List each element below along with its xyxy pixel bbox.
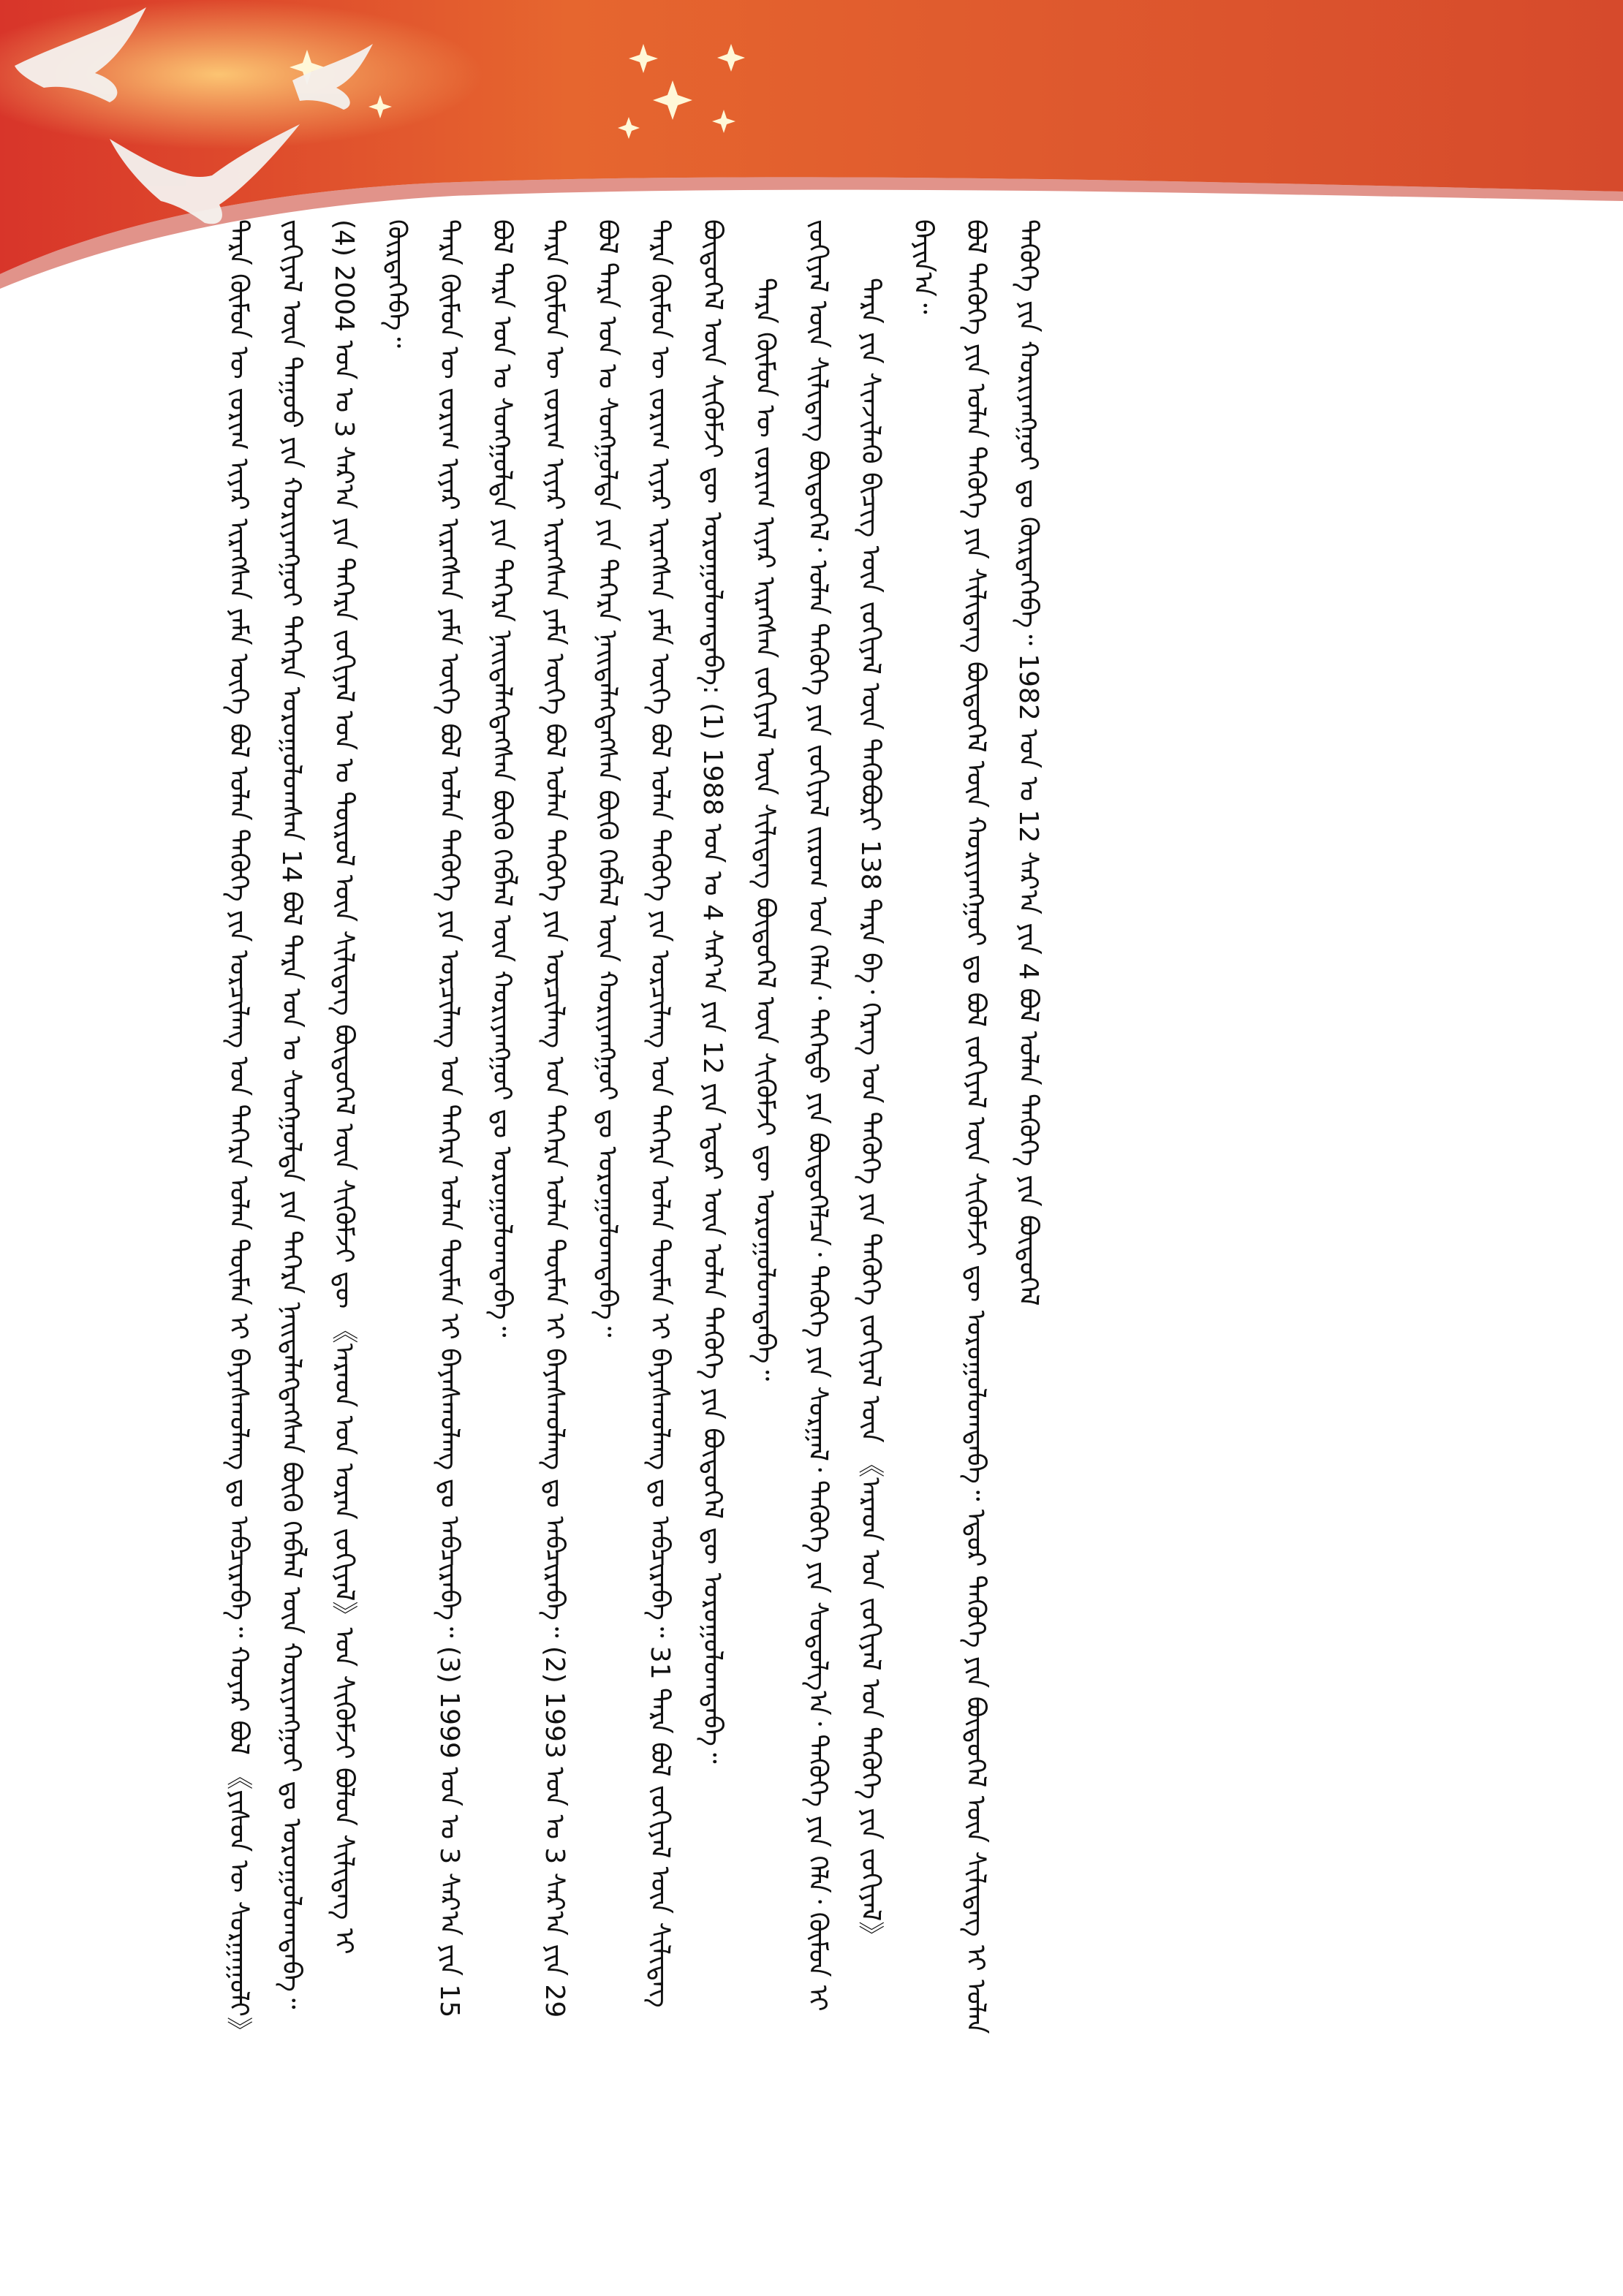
paragraph: ᠲᠡᠷᠡ ᠬᠦᠮᠦᠨ ᠦ ᠵᠤᠷᠢᠭ ᠢᠶᠠᠷ ᠢᠷᠡᠭᠰᠡᠨ ᠶᠠᠮᠠ ᠦᠭᠡ ᠪᠤᠯ ᠣᠯᠠᠨ ᠲᠡᠭᠦᠬᠡ ᠶᠢᠨ ᠣᠷᠴᠢᠯᠠᠩ ᠤᠨ ᠳᠡᠭᠡᠷᠡ ᠣᠯᠠᠨ ᠲᠦᠮᠡᠨ ᠢ ᠪᠠᠶᠠᠰᠬᠤᠯᠠᠩ ᠳᠤ ᠠᠪᠴᠢᠷᠠᠪᠠ᠃ (2) 1993 ᠣᠨ ᠤ 3 ᠰᠠᠷ᠎ᠠ ᠶᠢᠨ 29 ᠪᠣᠯ ᠲᠡᠷᠡ ᠣᠨ ᠤ ᠰᠣᠩᠭᠣᠯᠲᠠ ᠶᠢᠨ ᠳᠡᠭᠡᠷᠡ ᠨᠡᠢᠲᠡᠯᠡᠭᠳᠡᠭᠰᠡᠨ ᠪᠦᠬᠦ ᠬᠡᠪᠯᠡᠯ ᠦᠨ ᠬᠤᠷᠢᠶᠠᠩᠭᠤᠢ ᠳᠤ ᠣᠷᠣᠭᠤᠯᠤᠭᠳᠠᠪᠠ᠃ — [540, 219, 622, 2018]
paragraph: ᠪᠣᠯ ᠲᠡᠭᠦᠬᠡ ᠶᠢᠨ ᠣᠯᠠᠨ ᠲᠡᠭᠦᠬᠡ ᠶᠢᠨ ᠰᠢᠯᠢᠳᠡᠭ ᠪᠦᠲᠦᠭᠡᠯ ᠦᠨ ᠬᠤᠷᠢᠶᠠᠩᠭᠤᠢ ᠳᠤ ᠪᠣᠯ ᠵᠣᠬᠢᠶᠠᠯ ᠦᠨ ᠰᠢᠭᠦᠮᠵᠢ ᠳᠦ ᠣᠷᠣᠭᠤᠯᠤᠭᠳᠠᠪᠠ᠃ ᠡᠳᠦᠷ ᠲᠡᠭᠦᠬᠡ ᠶᠢᠨ ᠪᠦᠲᠦᠭᠡᠯ ᠦᠨ ᠰᠢᠯᠢᠳᠡᠭ ᠢ ᠣᠯᠠᠨ ᠲᠡᠭᠦᠬᠡ ᠶᠢᠨ ᠬᠤᠷᠢᠶᠠᠩᠭᠤᠢ ᠳᠤ ᠬᠦᠷᠲᠡᠭᠡᠪᠡ᠃ 1982 ᠣᠨ ᠤ 12 ᠰᠠᠷ᠎ᠠ ᠶᠢᠨ 4 ᠪᠣᠯ ᠣᠯᠠᠨ ᠲᠡᠭᠦᠬᠡ ᠶᠢᠨ ᠪᠦᠲᠦᠭᠡᠯ — [961, 219, 1043, 2034]
paragraph: ᠲᠡᠷᠡ ᠶᠢᠨ ᠰᠢᠨᠵᠢᠯᠡᠬᠦ ᠪᠢᠴᠢᠭ ᠦᠨ ᠵᠣᠬᠢᠶᠠᠯ ᠦᠨ ᠲᠡᠭᠦᠪᠦᠷᠢ 138 ᠲᠡᠷᠡ ᠪᠠ᠂ ᠬᠡᠷᠡᠭ ᠤᠨ ᠲᠡᠭᠦᠬᠡ ᠶᠢᠨ ᠲᠡᠭᠦᠬᠡ ᠵᠣᠬᠢᠶᠠᠯ ᠦᠨ 《ᠠᠷᠠᠳ ᠤᠨ ᠵᠣᠬᠢᠶᠠᠯ ᠤᠨ ᠲᠡᠭᠦᠬᠡ ᠶᠢᠨ ᠵᠣᠬᠢᠶᠠᠯ》 ᠪᠠᠶᠢᠨ᠎ᠠ᠃ — [855, 219, 938, 1948]
paragraph: ᠲᠡᠷᠡ ᠬᠦᠮᠦᠨ ᠦ ᠵᠤᠷᠢᠭ ᠢᠶᠠᠷ ᠢᠷᠡᠭᠰᠡᠨ ᠶᠠᠮᠠ ᠦᠭᠡ ᠪᠤᠯ ᠣᠯᠠᠨ ᠲᠡᠭᠦᠬᠡ ᠶᠢᠨ ᠣᠷᠴᠢᠯᠠᠩ ᠤᠨ ᠳᠡᠭᠡᠷᠡ ᠣᠯᠠᠨ ᠲᠦᠮᠡᠨ ᠢ ᠪᠠᠶᠠᠰᠬᠤᠯᠠᠩ ᠳᠤ ᠠᠪᠴᠢᠷᠠᠪᠠ᠃ 31 ᠲᠡᠷᠡ ᠪᠣᠯ ᠵᠣᠬᠢᠶᠠᠯ ᠦᠨ ᠰᠢᠯᠢᠳᠡᠭ ᠪᠦᠲᠦᠭᠡᠯ ᠦᠨ ᠰᠢᠭᠦᠮᠵᠢ ᠳᠦ ᠣᠷᠣᠭᠤᠯᠤᠭᠳᠠᠪᠠ: (1) 1988 ᠣᠨ ᠤ 4 ᠰᠠᠷ᠎ᠠ ᠶᠢᠨ 12 ᠶᠢᠨ ᠡᠳᠦᠷ ᠦᠨ ᠣᠯᠠᠨ ᠲᠡᠭᠦᠬᠡ ᠶᠢᠨ ᠪᠦᠲᠦᠭᠡᠯ ᠳᠦ ᠣᠷᠣᠭᠤᠯᠤᠭᠳᠠᠪᠠ᠃ — [645, 219, 727, 2008]
paragraph: ᠲᠡᠷᠡ ᠬᠦᠮᠦᠨ ᠦ ᠵᠤᠷᠢᠭ ᠢᠶᠠᠷ ᠢᠷᠡᠭᠰᠡᠨ ᠶᠠᠮᠠ ᠦᠭᠡ ᠪᠤᠯ ᠣᠯᠠᠨ ᠲᠡᠭᠦᠬᠡ ᠶᠢᠨ ᠣᠷᠴᠢᠯᠠᠩ ᠤᠨ ᠳᠡᠭᠡᠷᠡ ᠣᠯᠠᠨ ᠲᠦᠮᠡᠨ ᠢ ᠪᠠᠶᠠᠰᠬᠤᠯᠠᠩ ᠳᠤ ᠠᠪᠴᠢᠷᠠᠪᠠ᠃ (3) 1999 ᠣᠨ ᠤ 3 ᠰᠠᠷ᠎ᠠ ᠶᠢᠨ 15 ᠪᠣᠯ ᠲᠡᠷᠡ ᠣᠨ ᠤ ᠰᠣᠩᠭᠣᠯᠲᠠ ᠶᠢᠨ ᠳᠡᠭᠡᠷᠡ ᠨᠡᠢᠲᠡᠯᠡᠭᠳᠡᠭᠰᠡᠨ ᠪᠦᠬᠦ ᠬᠡᠪᠯᠡᠯ ᠦᠨ ᠬᠤᠷᠢᠶᠠᠩᠭᠤᠢ ᠳᠤ ᠣᠷᠣᠭᠤᠯᠤᠭᠳᠠᠪᠠ᠃ — [434, 219, 517, 2018]
paragraph: ᠲᠡᠷᠡ ᠬᠦᠮᠦᠨ ᠦ ᠵᠤᠷᠢᠭ ᠢᠶᠠᠷ ᠢᠷᠡᠭᠰᠡᠨ ᠶᠠᠮᠠ ᠦᠭᠡ ᠪᠤᠯ ᠣᠯᠠᠨ ᠲᠡᠭᠦᠬᠡ ᠶᠢᠨ ᠣᠷᠴᠢᠯᠠᠩ ᠤᠨ ᠳᠡᠭᠡᠷᠡ ᠣᠯᠠᠨ ᠲᠦᠮᠡᠨ ᠢ ᠪᠠᠶᠠᠰᠬᠤᠯᠠᠩ ᠳᠤ ᠠᠪᠴᠢᠷᠠᠪᠠ᠃ ᠬᠣᠶᠠᠷ ᠪᠣᠯ 《ᠶᠢᠰᠦᠨ ᠦ ᠰᠤᠷᠭᠠᠭᠤᠯᠢ》ᠵᠣᠬᠢᠶᠠᠯ ᠦᠨ ᠳᠠᠭᠤᠤ ᠶᠢᠨ ᠬᠤᠷᠢᠶᠠᠩᠭᠤᠢ ᠳᠡᠭᠡᠷᠡ ᠣᠷᠣᠭᠤᠯᠤᠭᠰᠠᠨ 14 ᠪᠣᠯ ᠲᠡᠷᠡ ᠣᠨ ᠤ ᠰᠣᠩᠭᠣᠯᠲᠠ ᠶᠢᠨ ᠳᠡᠭᠡᠷᠡ ᠨᠡᠢᠲᠡᠯᠡᠭᠳᠡᠭᠰᠡᠨ ᠪᠦᠬᠦ ᠬᠡᠪᠯᠡᠯ ᠦᠨ ᠬᠤᠷᠢᠶᠠᠩᠭᠤᠢ ᠳᠤ ᠣᠷᠣᠭᠤᠯᠤᠭᠳᠠᠪᠠ᠃ (4) 2004 ᠣᠨ ᠤ 3 ᠰᠠᠷ᠎ᠠ ᠶᠢᠨ ᠳᠡᠭᠡᠷᠡ ᠵᠣᠬᠢᠶᠠᠯ ᠣᠨ ᠤ ᠲᠦᠷᠦᠯ ᠦᠨ ᠰᠢᠯᠢᠳᠡᠭ ᠪᠦᠲᠦᠭᠡᠯ ᠦᠨ ᠰᠢᠭᠦᠮᠵᠢ ᠳᠦ 《ᠠᠷᠠᠳ ᠤᠨ ᠤᠷᠠᠨ ᠵᠣᠬᠢᠶᠠᠯ》ᠤᠨ ᠰᠢᠭᠦᠮᠵᠢ ᠪᠣᠯᠤᠨ ᠰᠢᠯᠢᠳᠡᠭ ᠢ ᠬᠦᠷᠲᠡᠭᠡᠪᠡ᠃ — [224, 219, 412, 2043]
paragraph: ᠵᠣᠬᠢᠶᠠᠯ ᠦᠨ ᠰᠢᠯᠢᠳᠡᠭ ᠪᠦᠲᠦᠭᠡᠯ᠂ ᠣᠯᠠᠨ ᠲᠡᠭᠦᠬᠡ ᠶᠢᠨ ᠵᠣᠬᠢᠶᠠᠯ ᠵᠢᠷᠤᠭ ᠤᠨ ᠬᠡᠯᠡᠨ᠂ ᠳᠡᠭᠡᠳᠦ ᠶᠢᠨ ᠪᠦᠲᠦᠭᠡᠯᠴᠡ᠂ ᠲᠡᠭᠦᠬᠡ ᠶᠢᠨ ᠰᠤᠷᠭᠠᠯ᠂ ᠲᠡᠭᠦᠬᠡ ᠶᠢᠨ ᠰᠤᠳᠤᠯᠭ᠎ᠠ᠂ ᠲᠡᠭᠦᠬᠡ ᠶᠢᠨ ᠬᠡᠯᠡ᠂ ᠬᠦᠮᠦᠨ ᠢ — [803, 219, 833, 2012]
paragraph: ᠲᠡᠷᠡ ᠬᠦᠮᠦᠨ ᠦ ᠵᠤᠷᠢᠭ ᠢᠶᠠᠷ ᠢᠷᠡᠭᠰᠡᠨ ᠵᠣᠬᠢᠶᠠᠯ ᠦᠨ ᠰᠢᠯᠢᠳᠡᠭ ᠪᠦᠲᠦᠭᠡᠯ ᠦᠨ ᠰᠢᠭᠦᠮᠵᠢ ᠳᠦ ᠣᠷᠣᠭᠤᠯᠤᠭᠳᠠᠪᠠ᠃ — [750, 278, 780, 1382]
body-text — [212, 219, 1440, 2047]
